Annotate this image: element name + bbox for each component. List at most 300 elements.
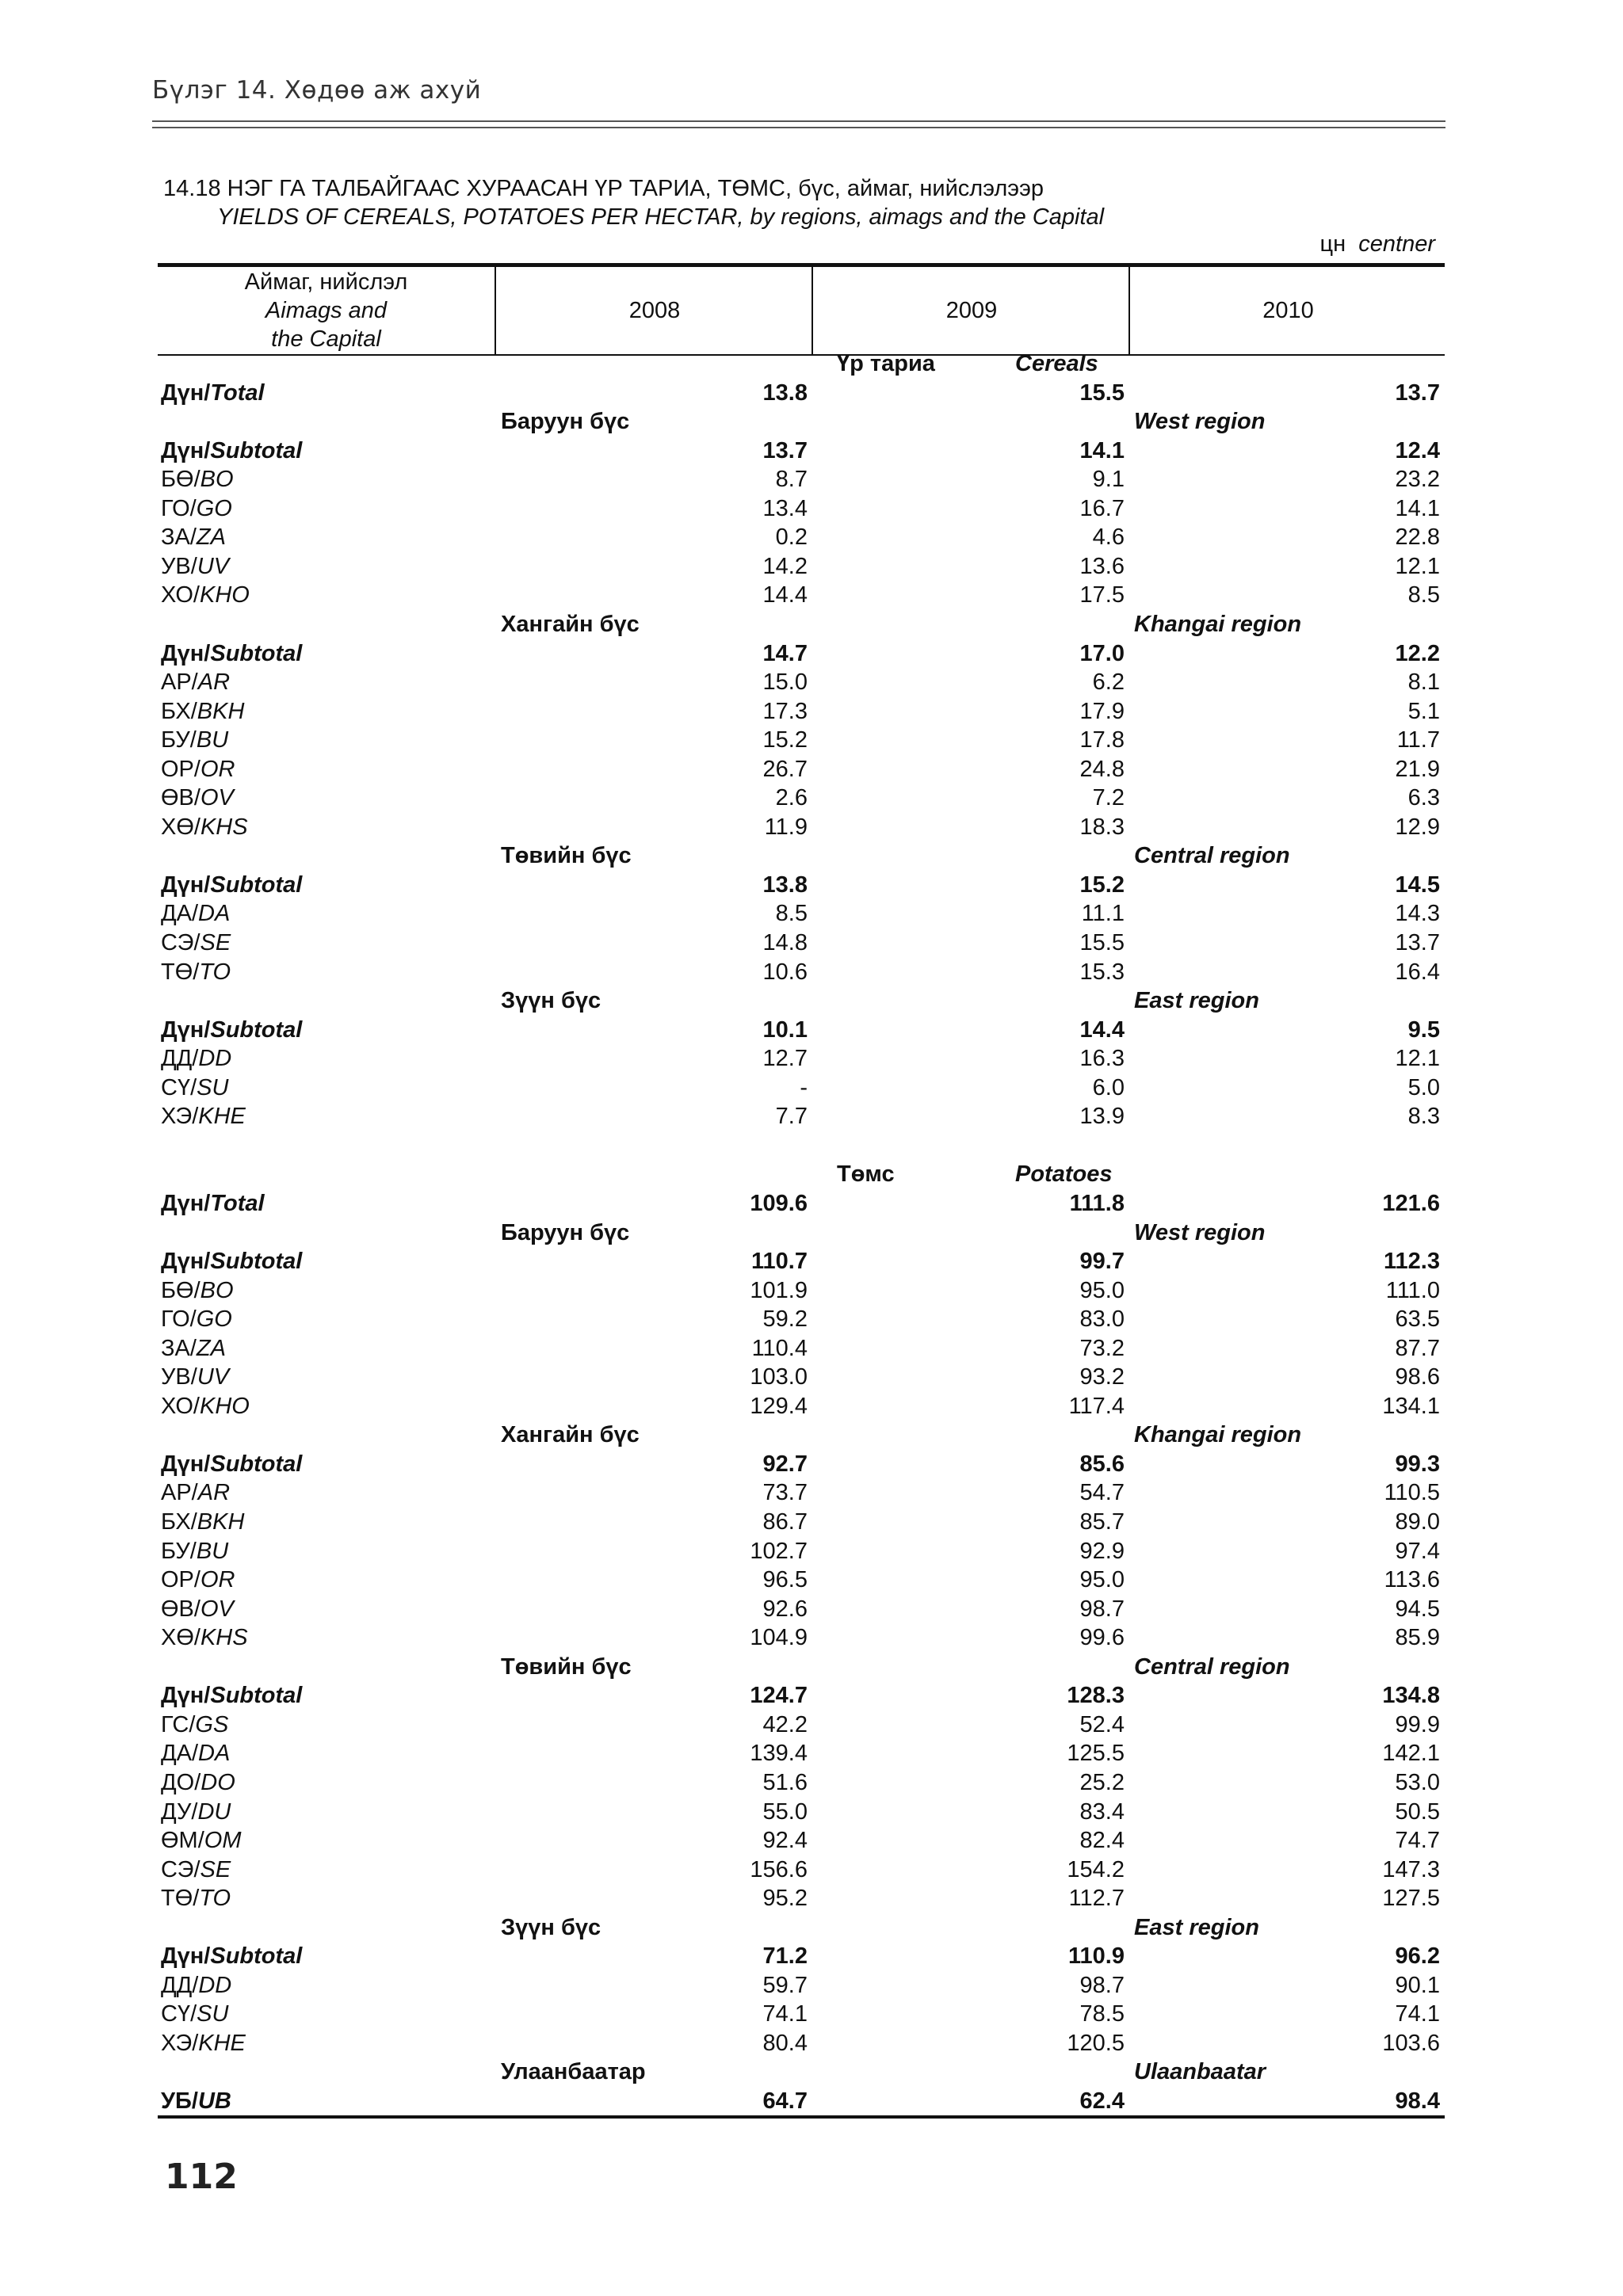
row-label-mn: ГО/ [161,495,197,521]
row-label-mn: БХ/ [161,1509,197,1535]
region-header-row [158,986,1445,1016]
row-label-mn: ДД/ [161,1972,199,1998]
region-header-row [158,1421,1445,1450]
region-name-mn: Төвийн бүс [501,843,632,869]
value-2010: 121.6 [1382,1190,1440,1216]
row-label-mn: ХЭ/ [161,2030,199,2056]
value-2008: 0.2 [775,524,808,551]
row-label-mn: БӨ/ [161,467,200,493]
row-label-mn: ХӨ/ [161,1625,200,1651]
value-2008: 129.4 [750,1393,808,1419]
value-2008: 14.2 [762,553,808,579]
row-label-en: GS [195,1711,229,1737]
subtotal-row [158,1681,1445,1711]
table-row [158,1971,1445,2000]
value-2008: 55.0 [762,1798,808,1825]
table-header [158,263,1445,356]
value-2010: 87.7 [1395,1335,1440,1361]
row-label [161,1044,231,1074]
row-label-en: SE [200,930,231,955]
value-2008: 26.7 [762,756,808,782]
value-2008: 104.9 [750,1625,808,1651]
value-2009: 4.6 [1092,524,1125,551]
row-label-en: AR [197,1480,231,1506]
value-2008: 80.4 [762,2030,808,2056]
header-rule [152,120,1445,122]
row-label-mn: СЭ/ [161,1856,200,1882]
value-2010: 89.0 [1395,1509,1440,1535]
region-header-row [158,841,1445,871]
table-row [158,784,1445,813]
row-label [161,1681,302,1711]
row-label [161,1855,231,1885]
value-2010: 90.1 [1395,1972,1440,1998]
row-label-mn: ӨВ/ [161,785,200,811]
value-2008: 103.0 [750,1364,808,1390]
table-title-en: YIELDS OF CEREALS, POTATOES PER HECTAR, by regions, aimags and the Capital [217,204,1105,230]
subtotal-row [158,1942,1445,1971]
section-header-row [158,1160,1445,1189]
subtotal-row [158,1189,1445,1219]
row-label [161,1016,302,1045]
row-label-mn: БУ/ [161,1538,197,1564]
value-2010: 13.7 [1395,930,1440,955]
row-label-en: DA [198,901,231,927]
row-label-en: OV [200,785,234,811]
table-row [158,1855,1445,1885]
row-label-mn: БХ/ [161,698,197,724]
section-name-en: Potatoes [1015,1161,1113,1188]
value-2008: 73.7 [762,1480,808,1506]
row-label-en: KHS [200,1625,248,1651]
row-label [161,755,235,784]
value-2008: 124.7 [750,1683,808,1709]
value-2009: 82.4 [1079,1828,1125,1854]
value-2009: 11.1 [1081,901,1125,927]
section-name-mn: Үр тариа [837,351,935,376]
value-2010: 112.3 [1384,1249,1440,1275]
value-2009: 128.3 [1067,1683,1125,1709]
value-2008: 59.7 [762,1972,808,1998]
value-2010: 53.0 [1395,1769,1440,1795]
row-label-mn: Дүн/ [161,1190,211,1216]
table-row [158,1044,1445,1074]
row-label [161,2000,228,2029]
row-label [161,1768,235,1798]
region-header-row [158,2058,1445,2087]
value-2010: 12.1 [1395,553,1440,579]
row-label-en: Subtotal [210,1451,303,1477]
value-2008: 92.7 [762,1451,808,1477]
table-row [158,1363,1445,1392]
value-2009: 17.9 [1079,698,1125,724]
value-2009: 85.7 [1079,1509,1125,1535]
subtotal-row [158,1247,1445,1276]
table-row [158,1798,1445,1827]
row-label [161,1334,226,1363]
value-2009: 83.4 [1079,1798,1125,1825]
value-2010: 12.4 [1395,437,1440,463]
value-2010: 14.5 [1395,871,1440,898]
subtotal-row [158,1016,1445,1045]
value-2010: 98.6 [1395,1364,1440,1390]
row-label-en: AR [197,669,231,696]
value-2010: 8.5 [1407,582,1440,608]
table-row [158,1074,1445,1103]
row-label-en: SE [200,1856,231,1882]
row-label-en: BO [200,1277,234,1303]
row-label [161,1942,302,1971]
subtotal-row [158,639,1445,669]
row-label-en: DD [198,1972,232,1998]
chapter-header: Бүлэг 14. Хөдөө аж ахуй [152,76,482,105]
value-2010: 8.1 [1407,669,1440,696]
value-2010: 85.9 [1395,1625,1440,1651]
value-2008: 71.2 [762,1943,808,1970]
row-label [161,1711,228,1740]
table-row [158,958,1445,987]
table-row [158,581,1445,610]
row-label-mn: Дүн/ [161,1451,211,1477]
row-label [161,523,226,552]
value-2009: 78.5 [1079,2001,1125,2027]
row-label-en: KHE [198,2030,246,2056]
col-header-aimag-mn: Аймаг, нийслэл [244,269,408,295]
region-header-row [158,1913,1445,1943]
row-label [161,1739,230,1768]
region-name-en: Khangai region [1134,611,1302,637]
value-2009: 92.9 [1079,1538,1125,1564]
value-2010: 99.9 [1395,1711,1440,1737]
table-row [158,755,1445,784]
row-label-en: KHE [198,1104,246,1130]
row-label-en: TO [199,959,231,985]
value-2009: 99.7 [1079,1249,1125,1275]
row-label-en: DO [200,1769,235,1795]
region-header-row [158,610,1445,639]
col-header-aimag-en2: the Capital [271,326,381,352]
row-label [161,726,228,755]
table-row [158,668,1445,697]
table-title-mn: 14.18 НЭГ ГА ТАЛБАЙГААС ХУРААСАН ҮР ТАРИА, ТӨМС, бүс, аймаг, нийслэлээр [163,176,1044,201]
row-label-mn: ХО/ [161,582,200,608]
header-rule-second [152,127,1445,128]
value-2008: 95.2 [762,1886,808,1912]
value-2009: 17.0 [1079,640,1125,666]
table-row [158,1711,1445,1740]
value-2009: 154.2 [1067,1856,1125,1882]
value-2009: 85.6 [1079,1451,1125,1477]
value-2008: 96.5 [762,1567,808,1593]
table-row [158,1276,1445,1306]
row-label-mn: УВ/ [161,553,197,579]
value-2010: 97.4 [1395,1538,1440,1564]
value-2010: 9.5 [1407,1016,1440,1043]
value-2009: 17.5 [1079,582,1125,608]
region-name-mn: Төвийн бүс [501,1653,632,1680]
table-row [158,899,1445,929]
value-2009: 125.5 [1067,1741,1125,1767]
row-label [161,494,232,524]
region-name-mn: Баруун бүс [501,1219,630,1245]
value-2008: 109.6 [750,1190,808,1216]
value-2009: 83.0 [1079,1306,1125,1333]
row-label-en: KHO [200,582,250,608]
table-row [158,1768,1445,1798]
region-header-row [158,1219,1445,1248]
row-label [161,1798,231,1827]
row-label [161,1276,234,1306]
value-2008: 13.4 [762,495,808,521]
table-row [158,2029,1445,2058]
table-row [158,1478,1445,1508]
value-2010: 99.3 [1395,1451,1440,1477]
value-2010: 5.1 [1407,698,1440,724]
row-label-en: UB [197,2088,231,2114]
value-2010: 13.7 [1395,379,1440,406]
row-label-en: Total [210,379,265,406]
row-label-en: Subtotal [210,1943,303,1970]
row-label [161,1247,302,1276]
section-name-en: Cereals [1015,351,1098,376]
value-2010: 6.3 [1407,785,1440,811]
row-label [161,1884,231,1913]
value-2008: 11.9 [764,814,808,840]
unit-mn: цн [1319,231,1346,257]
row-label-en: BKH [197,1509,245,1535]
value-2008: 14.7 [762,640,808,666]
value-2010: 134.8 [1382,1683,1440,1709]
row-label-en: Subtotal [210,1683,303,1709]
row-label [161,1566,235,1595]
region-header-row [158,407,1445,437]
row-label-mn: ГС/ [161,1711,196,1737]
value-2010: 8.3 [1407,1104,1440,1130]
table-row [158,2000,1445,2029]
region-name-en: West region [1134,1219,1266,1245]
value-2009: 95.0 [1079,1277,1125,1303]
section-header-row [158,349,1445,379]
row-label-mn: Дүн/ [161,871,211,898]
value-2009: 52.4 [1079,1711,1125,1737]
table-row [158,1739,1445,1768]
value-2008: 156.6 [750,1856,808,1882]
region-name-mn: Зүүн бүс [501,988,601,1014]
row-label-en: OV [200,1596,234,1622]
value-2008: 102.7 [750,1538,808,1564]
row-label [161,929,231,958]
value-2009: 14.4 [1079,1016,1125,1043]
row-label-mn: УВ/ [161,1364,197,1390]
row-label-mn: ТӨ/ [161,1886,200,1912]
value-2008: 14.8 [762,930,808,955]
section-name-mn: Төмс [837,1161,895,1188]
value-2010: 94.5 [1395,1596,1440,1622]
row-label [161,668,230,697]
row-label [161,1392,250,1421]
value-2008: - [800,1074,808,1100]
value-2008: 14.4 [762,582,808,608]
value-2010: 96.2 [1395,1943,1440,1970]
table-row [158,1595,1445,1624]
value-2009: 95.0 [1079,1567,1125,1593]
row-label-en: BKH [197,698,245,724]
value-2010: 16.4 [1395,959,1440,985]
value-2008: 42.2 [762,1711,808,1737]
row-label-mn: ДА/ [161,901,199,927]
value-2010: 12.1 [1395,1046,1440,1072]
col-header-2008: 2008 [495,267,813,354]
region-name-mn: Зүүн бүс [501,1914,601,1940]
table-row [158,1392,1445,1421]
table-row [158,552,1445,582]
row-label [161,2087,231,2116]
value-2009: 9.1 [1092,467,1125,493]
row-label [161,1478,230,1508]
table-row [158,929,1445,958]
row-label-mn: БУ/ [161,727,197,753]
table-row [158,465,1445,494]
value-2009: 6.2 [1092,669,1125,696]
value-2010: 103.6 [1382,2030,1440,2056]
value-2009: 99.6 [1079,1625,1125,1651]
row-label-mn: ДД/ [161,1046,199,1072]
row-label [161,1189,265,1219]
value-2010: 21.9 [1395,756,1440,782]
row-label-mn: ОР/ [161,756,200,782]
value-2009: 7.2 [1092,785,1125,811]
col-header-2009: 2009 [812,267,1130,354]
value-2008: 13.7 [762,437,808,463]
row-label-en: OR [200,756,235,782]
region-name-en: Central region [1134,1653,1290,1680]
value-2009: 54.7 [1079,1480,1125,1506]
table-row [158,813,1445,842]
value-2010: 50.5 [1395,1798,1440,1825]
value-2008: 92.6 [762,1596,808,1622]
row-label [161,1074,228,1103]
row-label [161,1623,248,1653]
row-label-mn: Дүн/ [161,640,211,666]
value-2010: 134.1 [1382,1393,1440,1419]
row-label-mn: СЭ/ [161,930,200,955]
value-2010: 63.5 [1395,1306,1440,1333]
row-label-mn: Дүн/ [161,1016,211,1043]
region-name-mn: Улаанбаатар [501,2059,646,2085]
row-label-en: TO [199,1886,231,1912]
row-label-en: Total [210,1190,265,1216]
value-2009: 15.3 [1079,959,1125,985]
row-label-en: GO [196,1306,232,1333]
value-2008: 17.3 [762,698,808,724]
value-2009: 17.8 [1079,727,1125,753]
value-2009: 14.1 [1079,437,1125,463]
row-label-mn: ДА/ [161,1741,199,1767]
region-header-row [158,1653,1445,1682]
value-2009: 24.8 [1079,756,1125,782]
row-label-mn: ЗА/ [161,1335,197,1361]
row-label-en: UV [197,1364,230,1390]
value-2008: 15.0 [762,669,808,696]
row-label [161,1305,232,1334]
row-label-mn: ГО/ [161,1306,197,1333]
row-label-en: SU [197,1074,229,1100]
region-name-en: West region [1134,409,1266,435]
row-label [161,1102,246,1131]
row-label [161,1363,229,1392]
value-2009: 15.5 [1079,379,1125,406]
value-2009: 111.8 [1069,1190,1125,1216]
table-row [158,1334,1445,1363]
value-2008: 12.7 [762,1046,808,1072]
row-label-mn: СҮ/ [161,2001,197,2027]
row-label-en: BU [196,1538,229,1564]
value-2009: 110.9 [1068,1943,1125,1970]
row-label [161,958,231,987]
row-label [161,1595,234,1624]
row-label-en: ZA [196,1335,226,1361]
value-2009: 13.6 [1079,553,1125,579]
table-row [158,494,1445,524]
value-2009: 25.2 [1079,1769,1125,1795]
table-row [158,1623,1445,1653]
row-label-mn: ХӨ/ [161,814,200,840]
value-2010: 12.2 [1395,640,1440,666]
row-label-en: BU [196,727,229,753]
value-2010: 5.0 [1407,1074,1440,1100]
value-2009: 15.5 [1079,930,1125,955]
row-label-en: SU [197,2001,229,2027]
row-label-en: Subtotal [210,640,303,666]
row-label-mn: ДУ/ [161,1798,198,1825]
row-label-mn: АР/ [161,669,198,696]
value-2008: 92.4 [762,1828,808,1854]
table-row [158,1566,1445,1595]
table-row [158,1102,1445,1131]
row-label [161,899,230,929]
value-2008: 13.8 [762,871,808,898]
row-label-en: DU [197,1798,231,1825]
row-label-mn: АР/ [161,1480,198,1506]
row-label-mn: ХЭ/ [161,1104,199,1130]
row-label-mn: СҮ/ [161,1074,197,1100]
value-2009: 93.2 [1079,1364,1125,1390]
value-2008: 2.6 [775,785,808,811]
row-label-mn: ӨМ/ [161,1828,204,1854]
value-2010: 127.5 [1382,1886,1440,1912]
table-row [158,1305,1445,1334]
value-2010: 74.7 [1395,1828,1440,1854]
row-label-en: KHS [200,814,248,840]
row-label [161,697,244,727]
value-2009: 62.4 [1079,2088,1125,2114]
table-row [158,1826,1445,1855]
page-number: 112 [165,2157,238,2197]
region-name-mn: Хангайн бүс [501,1422,640,1448]
region-name-en: East region [1134,1914,1259,1940]
value-2010: 11.7 [1396,727,1440,753]
value-2008: 139.4 [750,1741,808,1767]
row-label [161,1537,228,1566]
value-2010: 12.9 [1395,814,1440,840]
row-label [161,639,302,669]
row-label [161,2029,246,2058]
value-2009: 98.7 [1079,1596,1125,1622]
table-row [158,697,1445,727]
row-label-mn: БӨ/ [161,1277,200,1303]
row-label-en: KHO [200,1393,250,1419]
value-2010: 113.6 [1384,1567,1440,1593]
